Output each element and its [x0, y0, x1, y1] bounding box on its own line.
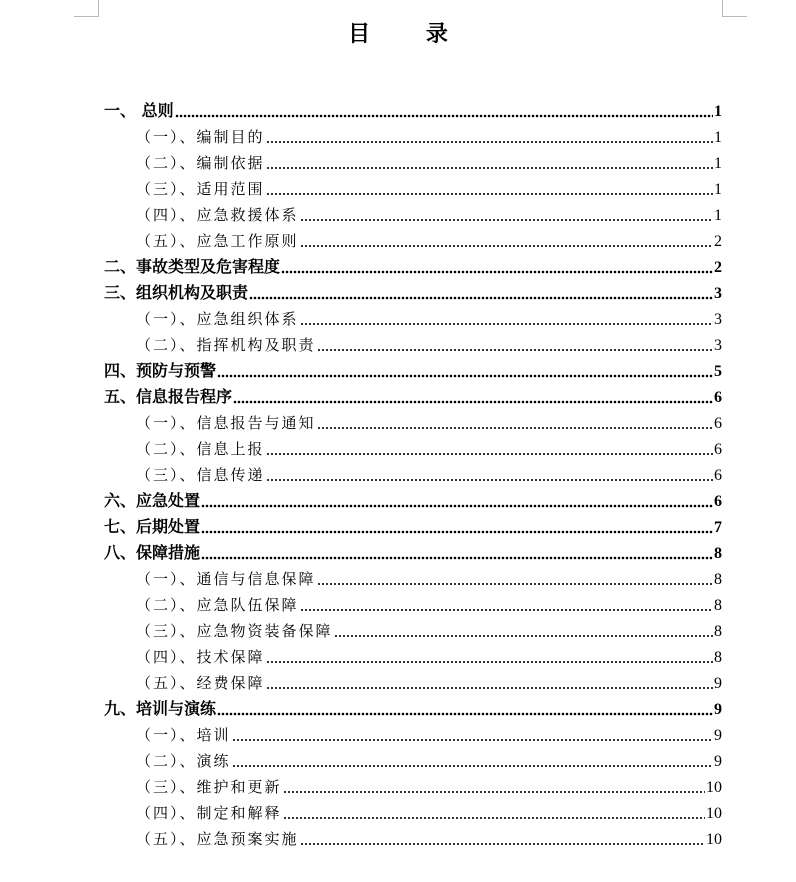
toc-section-entry[interactable]: [104, 618, 722, 644]
toc-page-number: 8: [714, 623, 722, 640]
toc-chapter-entry[interactable]: [104, 488, 722, 514]
toc-chapter-entry[interactable]: [104, 384, 722, 410]
toc-entry-label: （三）、维护和更新: [136, 778, 282, 796]
toc-entry-label: （三）、信息传递: [136, 466, 265, 484]
toc-page-number: 9: [714, 701, 722, 718]
toc-entry-label: 五、信息报告程序: [104, 387, 233, 406]
toc-page-number: 9: [714, 675, 722, 692]
toc-dot-leader: [317, 346, 713, 352]
toc-dot-leader: [175, 112, 713, 118]
toc-dot-leader: [266, 138, 713, 144]
toc-section-entry[interactable]: [104, 722, 722, 748]
toc-page-number: 6: [714, 389, 722, 406]
toc-section-entry[interactable]: [104, 306, 722, 332]
toc-chapter-entry[interactable]: [104, 540, 722, 566]
toc-section-entry[interactable]: [104, 202, 722, 228]
toc-entry-label: （二）、编制依据: [136, 154, 265, 172]
toc-entry-label: （五）、应急工作原则: [136, 232, 299, 250]
toc-entry-label: （一）、信息报告与通知: [136, 414, 316, 432]
toc-chapter-entry[interactable]: [104, 358, 722, 384]
toc-entry-label: （四）、制定和解释: [136, 804, 282, 822]
toc-page-number: 10: [706, 779, 722, 796]
toc-page-number: 1: [714, 207, 722, 224]
toc-entry-label: （四）、应急救援体系: [136, 206, 299, 224]
toc-page-number: 10: [706, 805, 722, 822]
table-of-contents: [104, 98, 722, 852]
toc-entry-label: （三）、应急物资装备保障: [136, 622, 333, 640]
toc-dot-leader: [233, 398, 713, 404]
toc-entry-label: （三）、适用范围: [136, 180, 265, 198]
toc-page-number: 2: [714, 259, 722, 276]
toc-page-number: 9: [714, 753, 722, 770]
toc-section-entry[interactable]: [104, 566, 722, 592]
toc-section-entry[interactable]: [104, 592, 722, 618]
toc-section-entry[interactable]: [104, 462, 722, 488]
toc-entry-label: （一）、编制目的: [136, 128, 265, 146]
toc-dot-leader: [300, 216, 713, 222]
toc-dot-leader: [266, 164, 713, 170]
toc-entry-label: 六、应急处置: [104, 491, 201, 510]
toc-entry-label: 一、 总则: [104, 101, 174, 120]
toc-section-entry[interactable]: [104, 124, 722, 150]
toc-page-number: 3: [714, 311, 722, 328]
toc-entry-label: （一）、通信与信息保障: [136, 570, 316, 588]
toc-dot-leader: [300, 606, 713, 612]
toc-page-number: 9: [714, 727, 722, 744]
toc-entry-label: （四）、技术保障: [136, 648, 265, 666]
page-corner-mark-top-left: [74, 0, 99, 17]
toc-entry-label: 四、预防与预警: [104, 361, 217, 380]
toc-page-number: 8: [714, 649, 722, 666]
toc-dot-leader: [266, 190, 713, 196]
toc-section-entry[interactable]: [104, 644, 722, 670]
toc-section-entry[interactable]: [104, 176, 722, 202]
toc-entry-label: （五）、经费保障: [136, 674, 265, 692]
toc-page-number: 6: [714, 415, 722, 432]
toc-dot-leader: [232, 736, 713, 742]
toc-chapter-entry[interactable]: [104, 98, 722, 124]
toc-dot-leader: [217, 710, 713, 716]
toc-page-number: 1: [714, 103, 722, 120]
toc-dot-leader: [317, 424, 713, 430]
toc-dot-leader: [266, 476, 713, 482]
toc-page-number: 7: [714, 519, 722, 536]
toc-chapter-entry[interactable]: [104, 514, 722, 540]
toc-entry-label: （二）、演练: [136, 752, 231, 770]
toc-section-entry[interactable]: [104, 800, 722, 826]
toc-dot-leader: [201, 502, 713, 508]
toc-section-entry[interactable]: [104, 150, 722, 176]
toc-entry-label: （二）、指挥机构及职责: [136, 336, 316, 354]
toc-section-entry[interactable]: [104, 748, 722, 774]
toc-page-number: 8: [714, 597, 722, 614]
toc-entry-label: （一）、培训: [136, 726, 231, 744]
toc-dot-leader: [300, 840, 705, 846]
toc-section-entry[interactable]: [104, 670, 722, 696]
toc-dot-leader: [266, 658, 713, 664]
toc-dot-leader: [266, 684, 713, 690]
toc-dot-leader: [300, 242, 713, 248]
toc-dot-leader: [249, 294, 713, 300]
toc-page-number: 1: [714, 155, 722, 172]
toc-entry-label: 八、保障措施: [104, 543, 201, 562]
toc-section-entry[interactable]: [104, 332, 722, 358]
toc-title: 目 录: [348, 21, 472, 47]
toc-page-number: 8: [714, 571, 722, 588]
page-corner-mark-top-right: [722, 0, 747, 17]
toc-entry-label: （二）、信息上报: [136, 440, 265, 458]
toc-section-entry[interactable]: [104, 774, 722, 800]
toc-dot-leader: [300, 320, 713, 326]
toc-entry-label: （五）、应急预案实施: [136, 830, 299, 848]
toc-section-entry[interactable]: [104, 436, 722, 462]
toc-page-number: 6: [714, 493, 722, 510]
toc-entry-label: 三、组织机构及职责: [104, 283, 249, 302]
toc-page-number: 2: [714, 233, 722, 250]
toc-dot-leader: [283, 788, 705, 794]
toc-dot-leader: [232, 762, 713, 768]
toc-chapter-entry[interactable]: [104, 696, 722, 722]
toc-page-number: 8: [714, 545, 722, 562]
toc-section-entry[interactable]: [104, 228, 722, 254]
toc-dot-leader: [317, 580, 713, 586]
toc-entry-label: 九、培训与演练: [104, 699, 217, 718]
toc-section-entry[interactable]: [104, 826, 722, 852]
toc-chapter-entry[interactable]: [104, 254, 722, 280]
toc-entry-label: （一）、应急组织体系: [136, 310, 299, 328]
toc-page-number: 3: [714, 337, 722, 354]
toc-page-number: 6: [714, 441, 722, 458]
toc-entry-label: （二）、应急队伍保障: [136, 596, 299, 614]
toc-page-number: 10: [706, 831, 722, 848]
toc-dot-leader: [201, 554, 713, 560]
toc-entry-label: 二、事故类型及危害程度: [104, 257, 281, 276]
toc-page-number: 1: [714, 181, 722, 198]
toc-dot-leader: [283, 814, 705, 820]
toc-entry-label: 七、后期处置: [104, 517, 201, 536]
toc-dot-leader: [217, 372, 713, 378]
toc-dot-leader: [201, 528, 713, 534]
toc-dot-leader: [334, 632, 713, 638]
toc-page-number: 6: [714, 467, 722, 484]
toc-chapter-entry[interactable]: [104, 280, 722, 306]
toc-section-entry[interactable]: [104, 410, 722, 436]
toc-dot-leader: [281, 268, 713, 274]
toc-page-number: 1: [714, 129, 722, 146]
toc-page-number: 3: [714, 285, 722, 302]
toc-dot-leader: [266, 450, 713, 456]
toc-page-number: 5: [714, 363, 722, 380]
